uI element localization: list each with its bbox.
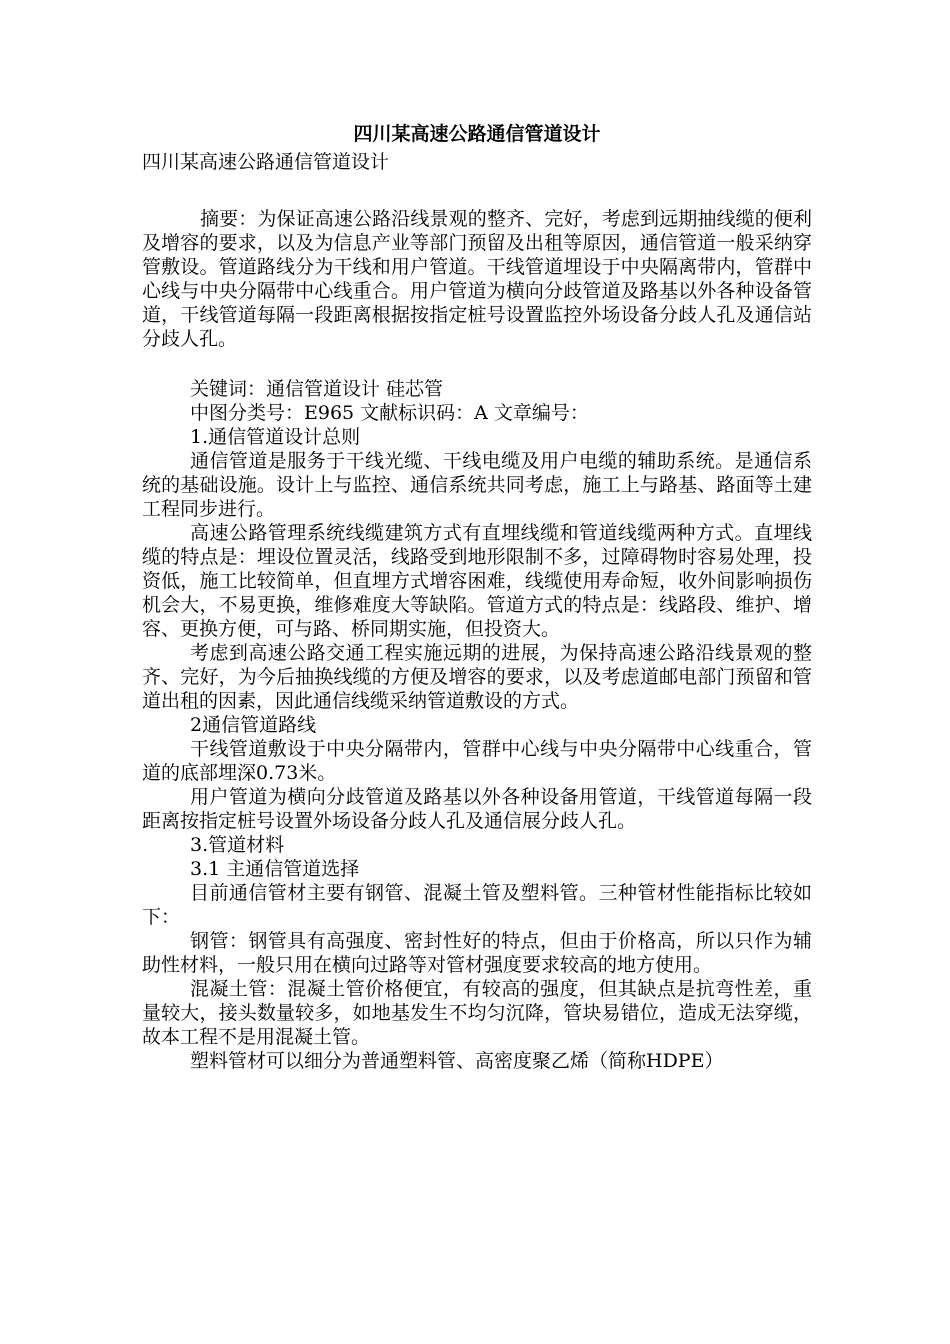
spacer (142, 176, 812, 207)
paragraph: 高速公路管理系统线缆建筑方式有直埋线缆和管道线缆两种方式。直埋线缆的特点是：埋设位置灵活，线路受到地形限制不多，过障碍物时容易处理，投资低，施工比较简单，但直埋方式增容困难，线缆使用寿命短，收外间影响损伤机会大，不易更换，维修难度大等缺陷。管道方式的特点是：线路段、维护、增容、更换方便，可与路、桥同期实施，但投资大。 (142, 522, 812, 640)
document-title: 四川某高速公路通信管道设计 (353, 123, 601, 145)
paragraph: 用户管道为横向分歧管道及路基以外各种设备用管道，干线管道每隔一段距离按指定桩号设置外场设备分歧人孔及通信展分歧人孔。 (142, 786, 812, 832)
paragraph: 考虑到高速公路交通工程实施远期的进展，为保持高速公路沿线景观的整齐、完好，为今后抽换线缆的方便及增容的要求，以及考虑道邮电部门预留和管道出租的因素，因此通信线缆采纳管道敷设的方式。 (142, 642, 812, 712)
section-heading-3: 3.管道材料 (190, 834, 285, 856)
keywords-line: 关键词：通信管道设计 硅芯管 (190, 378, 444, 400)
classification-line: 中图分类号：E965 文献标识码：A 文章编号： (190, 402, 589, 424)
paragraph: 塑料管材可以细分为普通塑料管、高密度聚乙烯（简称HDPE） (190, 1050, 724, 1072)
paragraph: 通信管道是服务于干线光缆、干线电缆及用户电缆的辅助系统。是通信系统的基础设施。设计上与监控、通信系统共同考虑，施工上与路基、路面等土建工程同步进行。 (142, 450, 812, 520)
document-subtitle: 四川某高速公路通信管道设计 (142, 151, 390, 173)
section-heading-2: 2通信管道路线 (190, 714, 317, 736)
abstract-paragraph: 摘要：为保证高速公路沿线景观的整齐、完好，考虑到远期抽线缆的便利及增容的要求，以及为信息产业等部门预留及出租等原因，通信管道一般采纳穿管敷设。管道路线分为干线和用户管道。干线管道埋设于中央隔离带内，管群中心线与中央分隔带中心线重合。用户管道为横向分歧管道及路基以外各种设备管道，干线管道每隔一段距离根据按指定桩号设置监控外场设备分歧人孔及通信站分歧人孔。 (142, 208, 812, 350)
paragraph: 目前通信管材主要有钢管、混凝土管及塑料管。三种管材性能指标比较如下： (142, 882, 812, 928)
section-heading-3-1: 3.1 主通信管道选择 (190, 858, 360, 880)
section-heading-1: 1.通信管道设计总则 (190, 426, 361, 448)
document-page (142, 120, 812, 1073)
paragraph: 混凝土管：混凝土管价格便宜，有较高的强度，但其缺点是抗弯性差，重量较大，接头数量较多，如地基发生不均匀沉降，管块易错位，造成无法穿缆，故本工程不是用混凝土管。 (142, 978, 812, 1048)
paragraph: 钢管：钢管具有高强度、密封性好的特点，但由于价格高，所以只作为辅助性材料，一般只用在横向过路等对管材强度要求较高的地方使用。 (142, 930, 812, 976)
paragraph: 干线管道敷设于中央分隔带内，管群中心线与中央分隔带中心线重合，管道的底部埋深0.73米。 (142, 738, 812, 784)
spacer (142, 351, 812, 377)
